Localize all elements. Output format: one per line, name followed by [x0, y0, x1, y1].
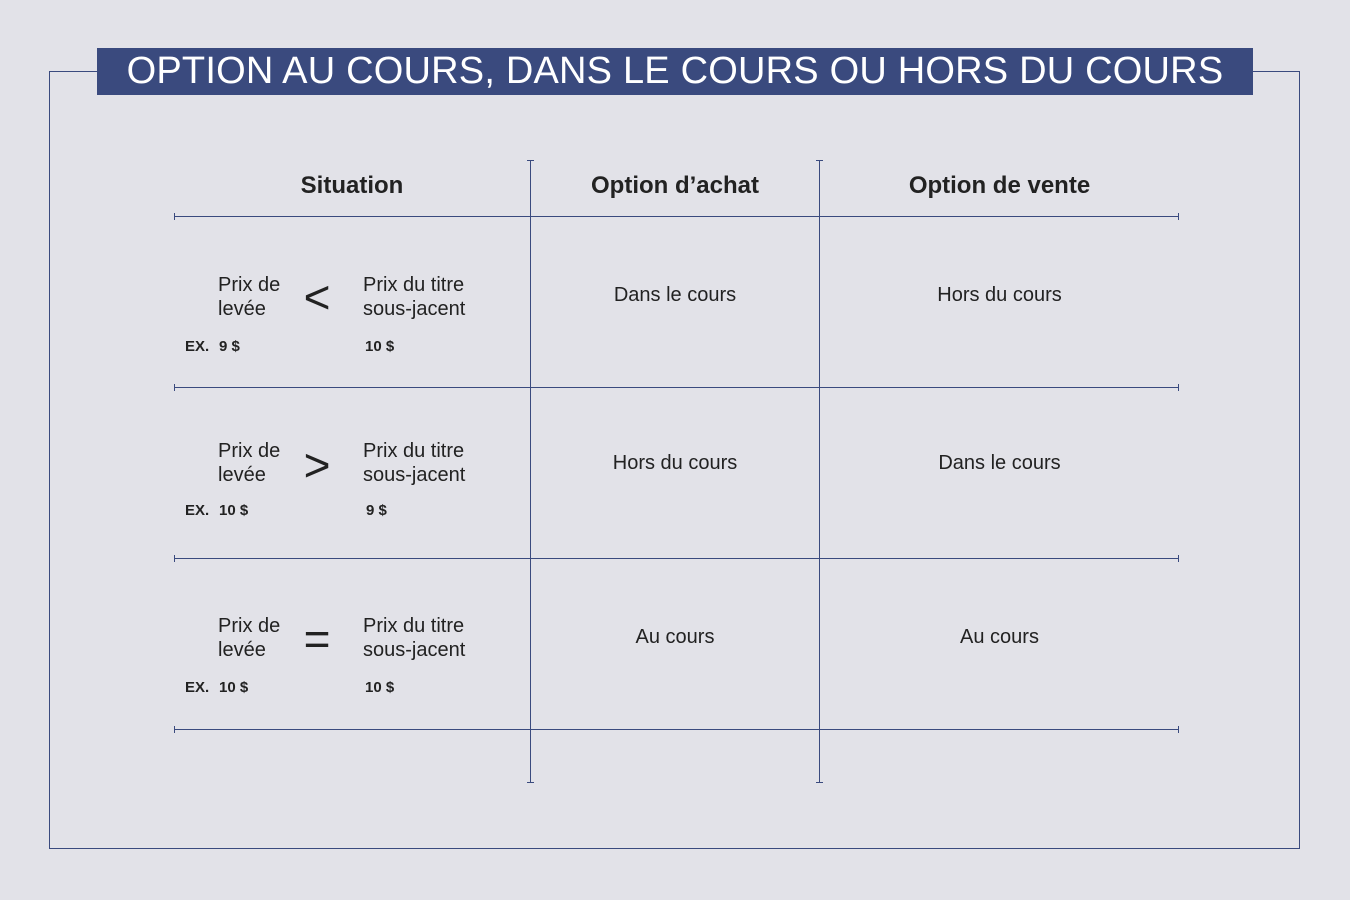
- underlying-price-label: Prix du titre sous-jacent: [363, 615, 466, 661]
- underlying-price-label: Prix du titre sous-jacent: [363, 440, 466, 486]
- strike-price-label: Prix de levée: [218, 440, 281, 486]
- header-call-option: Option d’achat: [591, 172, 759, 199]
- row-divider-1: [174, 387, 1179, 388]
- example-strike-value: 10 $: [219, 502, 249, 519]
- row-divider-header: [174, 216, 1179, 217]
- equals-sign: =: [303, 613, 331, 665]
- header-situation: Situation: [300, 172, 404, 199]
- example-label: EX.: [185, 679, 210, 696]
- example-underlying-value: 10 $: [365, 338, 395, 355]
- call-moneyness: Hors du cours: [612, 452, 738, 474]
- row-divider-2: [174, 558, 1179, 559]
- call-moneyness: Au cours: [635, 626, 715, 648]
- example-strike-value: 10 $: [219, 679, 249, 696]
- underlying-price-label: Prix du titre sous-jacent: [363, 274, 466, 320]
- strike-price-label: Prix de levée: [218, 615, 281, 661]
- put-moneyness: Hors du cours: [937, 284, 1062, 306]
- example-underlying-value: 9 $: [366, 502, 387, 519]
- call-moneyness: Dans le cours: [613, 284, 737, 306]
- put-moneyness: Dans le cours: [938, 452, 1061, 474]
- header-put-option: Option de vente: [908, 172, 1091, 199]
- example-label: EX.: [185, 502, 210, 519]
- put-moneyness: Au cours: [960, 626, 1039, 648]
- diagram-title-text: OPTION AU COURS, DANS LE COURS OU HORS DU COURS: [126, 50, 1224, 92]
- row-divider-3: [174, 729, 1179, 730]
- example-label: EX.: [185, 338, 210, 355]
- strike-price-label: Prix de levée: [218, 274, 281, 320]
- greater-than-sign: >: [303, 439, 331, 491]
- less-than-sign: <: [303, 271, 331, 323]
- diagram-title: [97, 48, 1253, 95]
- example-strike-value: 9 $: [219, 338, 240, 355]
- example-underlying-value: 10 $: [365, 679, 395, 696]
